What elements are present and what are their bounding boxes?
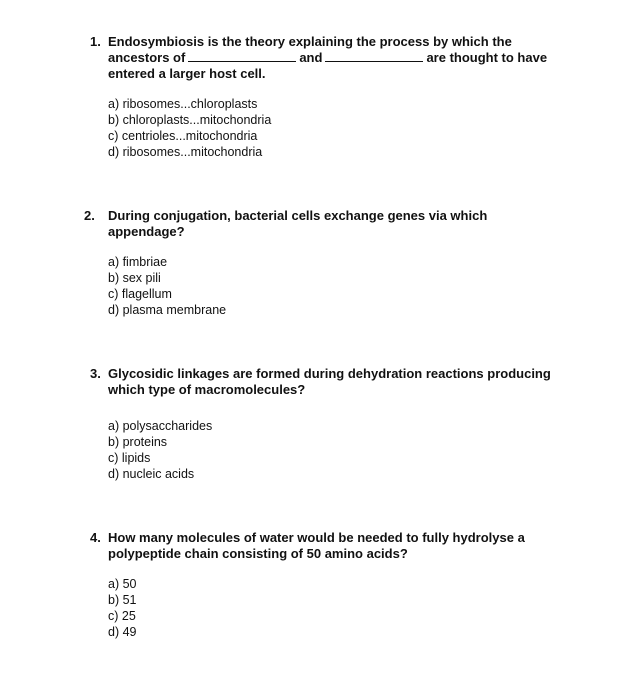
answer-blank: [325, 50, 423, 62]
question-text-line: entered a larger host cell.: [108, 66, 266, 81]
question-text-line: Endosymbiosis is the theory explaining the process by which the: [108, 34, 512, 49]
question-text-fragment: are thought to have: [426, 50, 548, 65]
question-text: [108, 530, 608, 562]
answer-options: [108, 254, 226, 318]
answer-option: c) flagellum: [108, 287, 172, 301]
answer-options: [108, 418, 212, 482]
question-text-line: [108, 50, 608, 66]
answer-option: d) 49: [108, 625, 137, 639]
question-text-line: polypeptide chain consisting of 50 amino acids?: [108, 546, 408, 561]
answer-option: d) plasma membrane: [108, 303, 227, 317]
question-text: [108, 208, 608, 240]
answer-option: b) 51: [108, 593, 137, 607]
question-text-line: which type of macromolecules?: [108, 382, 306, 397]
question-text-line: appendage?: [108, 224, 185, 239]
question-text-line: Glycosidic linkages are formed during dehydration reactions producing: [108, 366, 551, 381]
question-text-fragment: ancestors of: [108, 50, 186, 65]
question-number: 3.: [90, 366, 101, 381]
answer-option: c) centrioles...mitochondria: [108, 129, 258, 143]
answer-option: b) sex pili: [108, 271, 161, 285]
answer-option: a) ribosomes...chloroplasts: [108, 97, 258, 111]
answer-option: a) polysaccharides: [108, 419, 213, 433]
question-text-line: During conjugation, bacterial cells exchange genes via which: [108, 208, 488, 223]
question-number: 1.: [90, 34, 101, 49]
answer-options: [108, 96, 271, 160]
answer-option: b) chloroplasts...mitochondria: [108, 113, 272, 127]
question-text: [108, 34, 608, 82]
question-number: 4.: [90, 530, 101, 545]
answer-option: b) proteins: [108, 435, 168, 449]
answer-option: d) nucleic acids: [108, 467, 195, 481]
answer-option: c) 25: [108, 609, 136, 623]
answer-option: d) ribosomes...mitochondria: [108, 145, 263, 159]
answer-option: a) fimbriae: [108, 255, 168, 269]
answer-options: [108, 576, 137, 640]
question-text-line: How many molecules of water would be needed to fully hydrolyse a: [108, 530, 525, 545]
question-text: [108, 366, 608, 398]
question-text-fragment: and: [299, 50, 323, 65]
answer-option: a) 50: [108, 577, 137, 591]
question-number: 2.: [84, 208, 95, 223]
answer-option: c) lipids: [108, 451, 151, 465]
answer-blank: [188, 50, 296, 62]
